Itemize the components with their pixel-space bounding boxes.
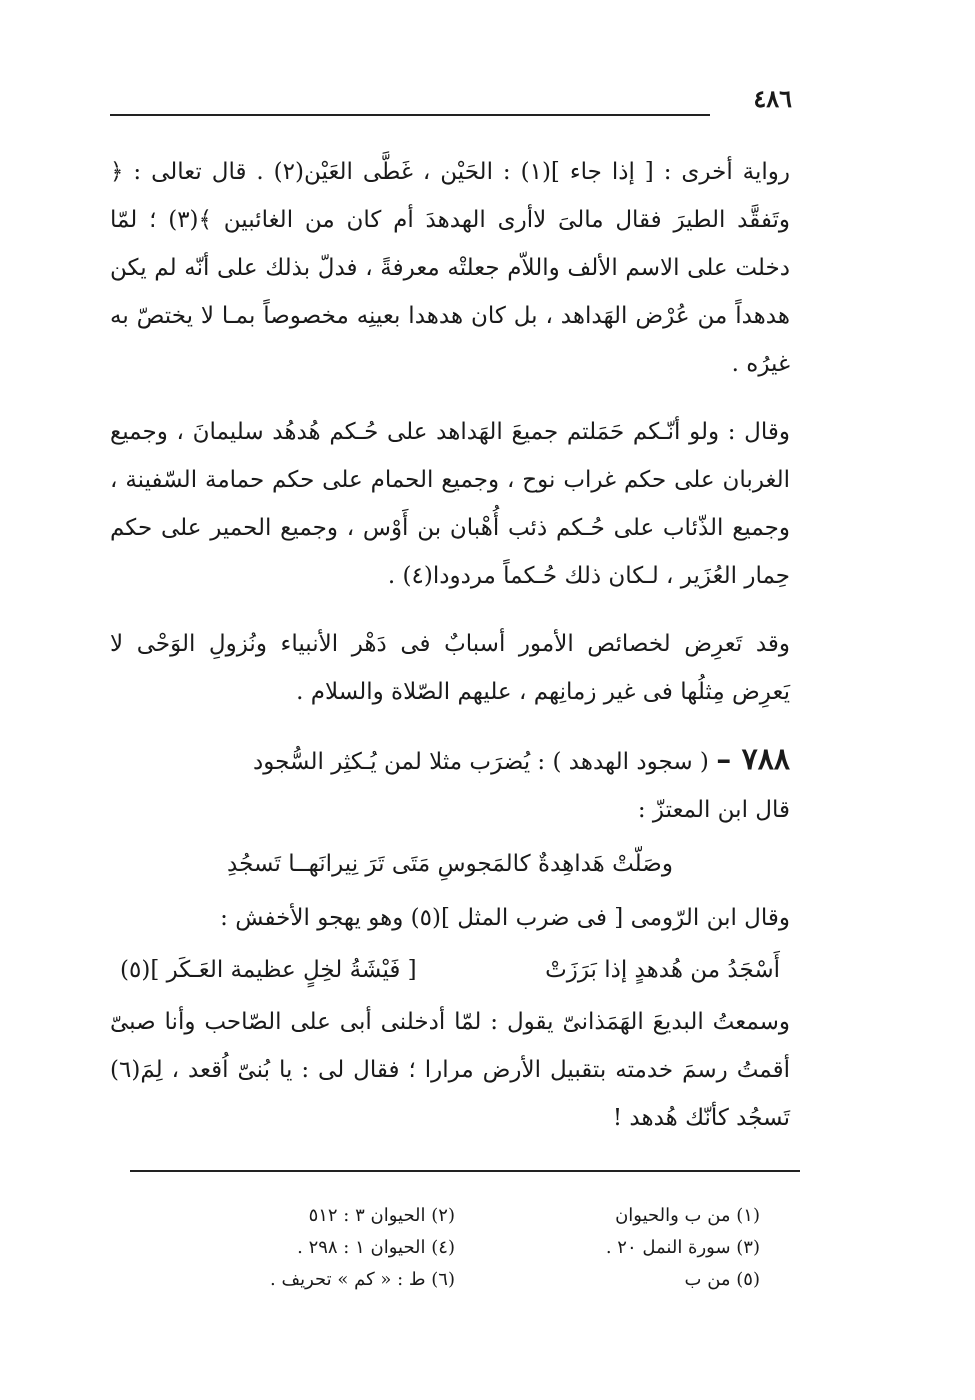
paragraph-3: وقد تَعرِض لخصائص الأمور أسبابٌ فى دَهْر الأنبياء ونُزولِ الوَحْى لا يَعرِض مِثلُها فى غير زمانِهم ، عليهم الصّلاة والسلام . — [110, 631, 790, 705]
verse-2 — [110, 946, 790, 994]
header-rule — [110, 114, 710, 116]
entry-heading — [110, 736, 790, 786]
verse-2-second-hemistich: [ فَيْشَةُ لخِلٍ عظيمة العَـكَر ](٥) — [120, 957, 417, 983]
page-number: ٤٨٦ — [753, 84, 792, 113]
footnote-rule — [130, 1170, 800, 1172]
entry-title: ( سجود الهدهد ) : يُضرَب مثلا لمن يُـكثِر السُّجود — [253, 749, 709, 775]
verse-2-first-hemistich: أَسْجَدُ من هُدهدٍ إذا بَرَزَتْ — [545, 957, 780, 983]
entry-number: ٧٨٨ – — [716, 742, 790, 777]
footnote-4: (٤) الحيوان ١ : ٢٩٨ . — [297, 1237, 455, 1258]
line-2: وقال ابن الرّومى [ فى ضرب المثل ](٥) وهو يهجو الأخفش : — [220, 905, 790, 931]
paragraph-1: رواية أخرى : [ إذا جاء ](١) : الحَيْن ، غَطَّى العَيْن(٢) . قال تعالى : ﴿ وتَفقَّد الطيرَ فقال مالىَ لاأرى الهدهدَ أم كان من الغائبين ﴾(٣) ؛ لمّا دخلت على الاسم الألف واللاّم جعلتْه معرفةً ، فدلّ بذلك على أنّه لم يكن هدهداً من عُرْض الهَداهد ، بل كان هدهدا بعينِه مخصوصاً بمـا لا يختصّ به غيرُه . — [110, 159, 791, 377]
footnotes — [150, 1200, 760, 1296]
closing-paragraph: وسمعتُ البديعَ الهَمَذانىّ يقول : لمّا أدخلنى أبى على الصّاحب وأنا صبىّ أقمتُ رسمَ خدمته بتقبيل الأرض مرارا ؛ فقال لى : يا بُنىّ اُقعد ، لِمَ(٦) تَسجُد كأنّك هُدهد ! — [110, 1009, 790, 1131]
footnote-5: (٥) من ب — [684, 1269, 760, 1290]
footnote-6: (٦) ط : « كم » تحريف . — [270, 1269, 455, 1290]
entry-intro: قال ابن المعتزّ : — [637, 797, 790, 823]
main-text — [110, 148, 790, 1162]
paragraph-2: وقال : ولو أنّـكم حَمَلتم جميعَ الهَداهد على حُـكم هُدهُد سليمانَ ، وجميع الغربان على حكم غراب نوح ، وجميع الحمام على حكم حمامة السّفينة ، وجميع الذّئاب على حُـكم ذئب أُهْبان بن أَوْس ، وجميع الحمير على حكم حِمار العُزَير ، لـكان ذلك حُـكماً مردودا(٤) . — [110, 419, 790, 589]
footnote-1: (١) من ب والحيوان — [615, 1205, 760, 1226]
verse-1: وصَلّتْ هَداهِدةٌ كالمَجوسِ مَتَى تَرَ نِيرانَهــا تَسجُدِ — [227, 851, 673, 877]
footnote-3: (٣) سورة النمل ٢٠ . — [605, 1237, 760, 1258]
footnote-2: (٢) الحيوان ٣ : ٥١٢ — [308, 1205, 455, 1226]
